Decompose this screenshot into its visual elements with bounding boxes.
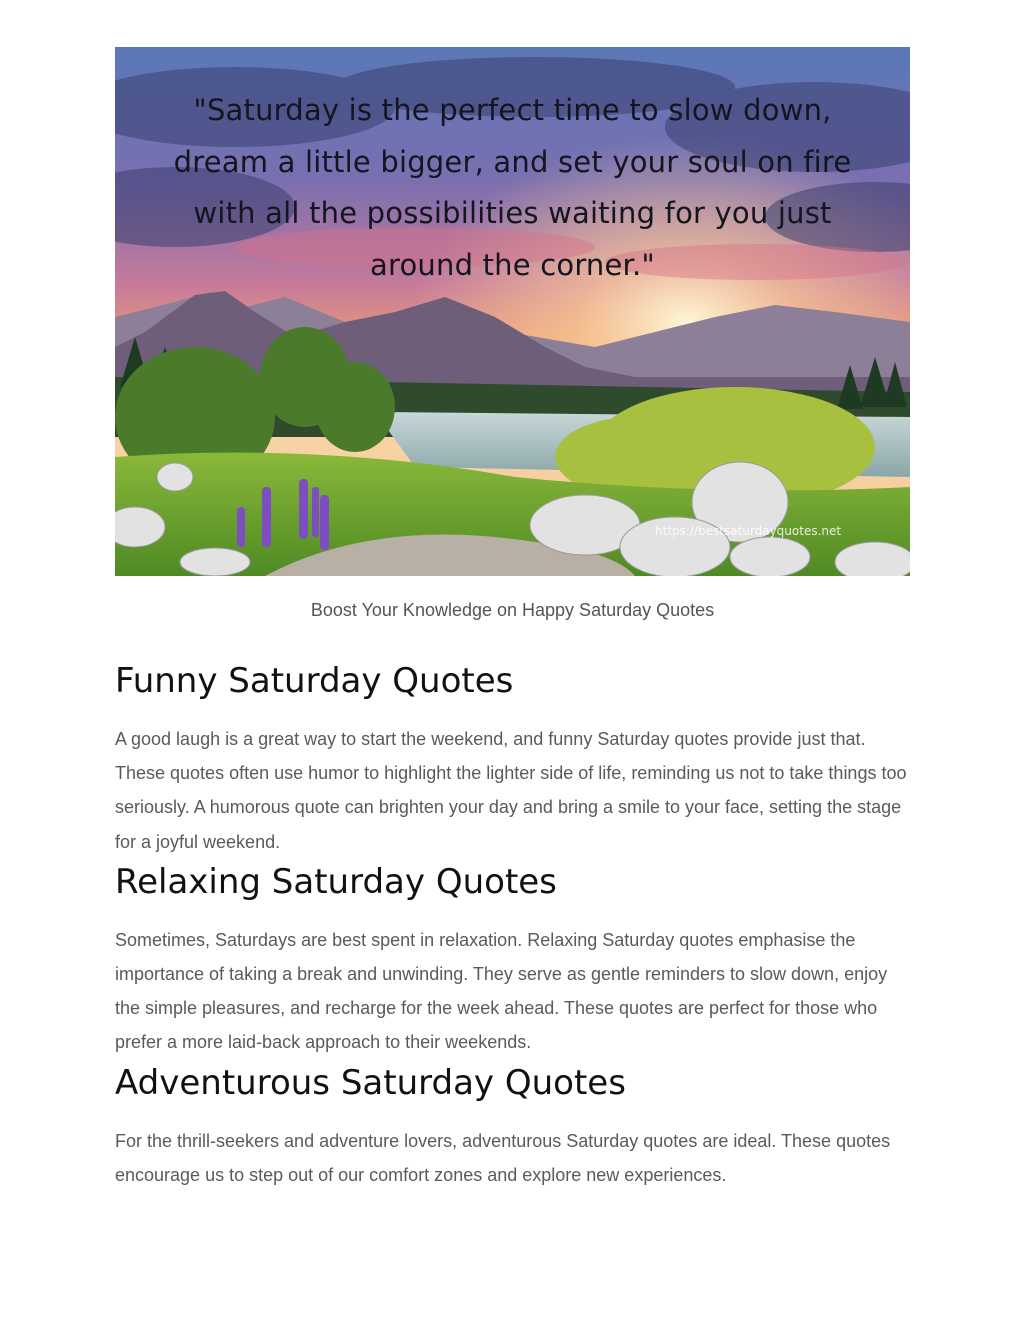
section-heading-relaxing: Relaxing Saturday Quotes	[115, 861, 557, 902]
image-watermark: https://bestsaturdayquotes.net	[655, 524, 842, 538]
section-heading-adventurous: Adventurous Saturday Quotes	[115, 1062, 626, 1103]
section-body-relaxing: Sometimes, Saturdays are best spent in relaxation. Relaxing Saturday quotes emphasise the importance of taking a break and unwinding. They serve as gentle reminders to slow down, enjoy the simple pleasures, and recharge for the week ahead. These quotes are perfect for those who prefer a more laid-back approach to their weekends.	[115, 929, 888, 1053]
image-caption: Boost Your Knowledge on Happy Saturday Quotes	[310, 600, 715, 620]
section-body-funny: A good laugh is a great way to start the weekend, and funny Saturday quotes provide just that. These quotes often use humor to highlight the lighter side of life, reminding us not to take things too seriously. A humorous quote can brighten your day and bring a smile to your face, setting the stage for a joyful weekend.	[115, 729, 907, 852]
hero-image	[115, 47, 910, 576]
section-body-adventurous: For the thrill-seekers and adventure lovers, adventurous Saturday quotes are ideal. These quotes encourage us to step out of our comfort zones and explore new experiences.	[115, 1130, 891, 1185]
article-content	[115, 47, 910, 1192]
hero-quote-text: "Saturday is the perfect time to slow down, dream a little bigger, and set your soul on fire with all the possibilities waiting for you just around the corner."	[173, 93, 852, 282]
section-heading-funny: Funny Saturday Quotes	[115, 661, 514, 701]
